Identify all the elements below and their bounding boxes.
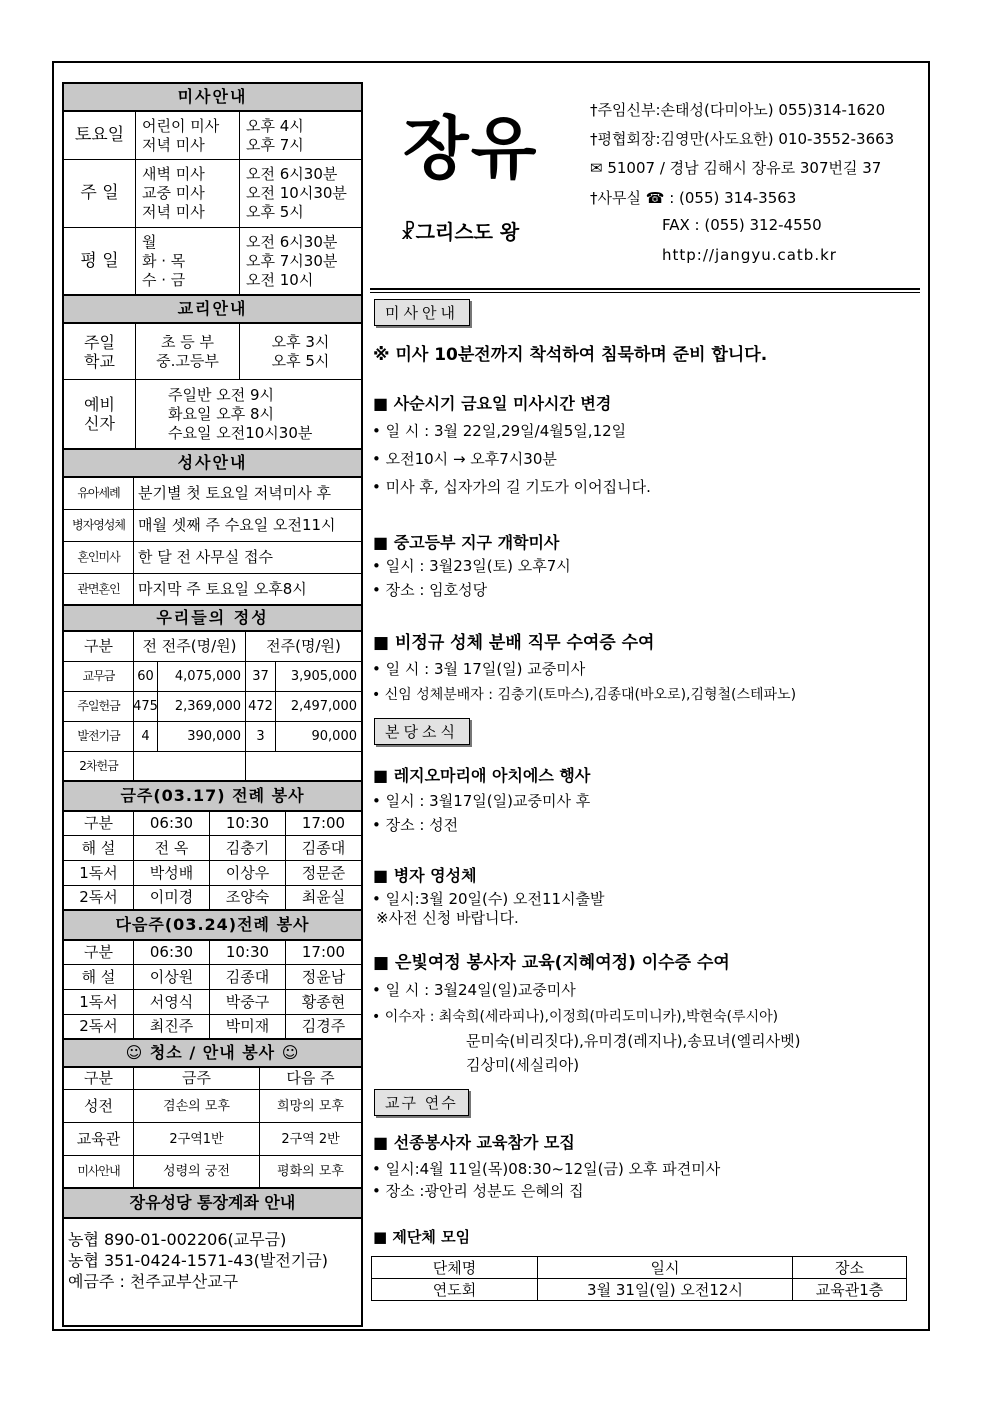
liturgy-role: 1독서 — [64, 990, 134, 1014]
groups-table — [371, 1256, 907, 1301]
liturgy-person: 전 옥 — [134, 836, 210, 860]
groups-col: 일시 — [538, 1257, 793, 1279]
contact-line: ✉ 51007 / 경남 김해시 장유로 307번길 37 — [590, 159, 882, 177]
silver-line: • 일 시 : 3월24일(일)교중미사 — [372, 981, 576, 999]
mass-item: 월 — [142, 232, 157, 251]
mass-notice-label: 미사안내 — [374, 299, 470, 326]
school-group: 초 등 부 — [160, 332, 214, 351]
row-label: 예비 — [84, 395, 115, 414]
offering-row — [64, 722, 361, 752]
cleaning-group: 희망의 모후 — [277, 1098, 344, 1114]
school-time: 오후 5시 — [271, 351, 330, 370]
minister-line: • 신임 성체분배자 : 김충기(토마스),김종대(바오로),김형철(스테파노) — [372, 687, 797, 703]
silver-title: ■ 은빛여정 봉사자 교육(지혜여정) 이수증 수여 — [373, 953, 730, 973]
liturgy-col-row — [64, 941, 361, 965]
youth-line: • 일시 : 3월23일(토) 오후7시 — [372, 557, 571, 575]
groups-col: 장소 — [793, 1257, 907, 1279]
account-line: 농협 890-01-002206(교무금) — [68, 1230, 287, 1249]
mission-line: • 장소 :광안리 성분도 은혜의 집 — [372, 1182, 584, 1200]
liturgy-person: 이미경 — [134, 886, 210, 909]
parish-subtitle: ☧그리스도 왕 — [400, 220, 520, 244]
mass-time: 오후 7시30분 — [246, 251, 338, 270]
cleaning-row — [64, 1123, 361, 1156]
minister-title: ■ 비정규 성체 분배 직무 수여증 수여 — [373, 633, 655, 653]
liturgy-col: 구분 — [64, 812, 134, 835]
school-group: 중.고등부 — [156, 351, 219, 370]
liturgy-row — [64, 1015, 361, 1040]
cleaning-group: 겸손의 모후 — [134, 1090, 260, 1122]
cleaning-header: ☺ 청소 / 안내 봉사 ☺ — [64, 1040, 361, 1068]
liturgy-col: 10:30 — [210, 812, 286, 835]
liturgy-row — [64, 990, 361, 1015]
mass-weekday-row — [64, 228, 361, 296]
offering-amount: 3,905,000 — [290, 669, 357, 684]
liturgy-person: 김경주 — [301, 1017, 346, 1035]
liturgy-person: 박미재 — [210, 1015, 286, 1038]
divider — [370, 292, 920, 293]
acies-title: ■ 레지오마리애 아치에스 행사 — [373, 766, 591, 785]
account-header: 장유성당 통장계좌 안내 — [64, 1189, 361, 1219]
offering-row — [64, 692, 361, 722]
account-line: 농협 351-0424-1571-43(발전기금) — [68, 1251, 328, 1270]
account-info — [64, 1219, 361, 1292]
minister-line: • 일 시 : 3월 17일(일) 교중미사 — [372, 660, 586, 678]
offering-count: 4 — [134, 722, 158, 751]
mass-item: 교중 미사 — [142, 184, 205, 202]
mass-item: 수 · 금 — [142, 270, 186, 289]
liturgy-person: 김충기 — [210, 836, 286, 860]
liturgy-person: 이상원 — [134, 965, 210, 989]
mass-item: 화 · 목 — [142, 251, 186, 270]
liturgy-person: 서영식 — [134, 990, 210, 1014]
lent-line: • 미사 후, 십자가의 길 기도가 이어집니다. — [372, 478, 651, 496]
offering-count: 472 — [246, 692, 276, 721]
left-column — [62, 82, 363, 1327]
lent-title: ■ 사순시기 금요일 미사시간 변경 — [373, 394, 612, 413]
school-time: 오후 3시 — [271, 332, 330, 351]
mass-time: 오전 6시30분 — [246, 232, 338, 251]
offering-header: 우리들의 정성 — [64, 606, 361, 632]
liturgy-col: 17:00 — [301, 814, 346, 832]
offering-label: 주일헌금 — [64, 692, 134, 721]
sick-line: ※사전 신청 바랍니다. — [376, 909, 519, 927]
contact-line: FAX : (055) 312-4550 — [662, 216, 822, 234]
cleaning-area: 미사안내 — [64, 1156, 134, 1187]
row-label: 신자 — [84, 414, 115, 433]
mass-time: 오후 7시 — [246, 135, 304, 154]
mission-line: • 일시:4월 11일(목)08:30~12일(금) 오후 파견미사 — [372, 1160, 721, 1178]
sacrament-text: 마지막 주 토요일 오후8시 — [138, 579, 307, 598]
silver-line: 김상미(세실리아) — [466, 1056, 580, 1074]
offering-amount: 390,000 — [158, 722, 246, 751]
mass-item: 저녁 미사 — [142, 203, 205, 221]
mass-item: 저녁 미사 — [142, 135, 205, 154]
liturgy-col-row — [64, 812, 361, 836]
offering-row — [64, 662, 361, 692]
offering-col: 구분 — [64, 632, 134, 661]
diocese-label: 교구 연수 — [374, 1089, 469, 1116]
offering-amount: 2,369,000 — [158, 692, 246, 721]
offering-amount: 2,497,000 — [290, 699, 357, 714]
liturgy-person: 김종대 — [210, 965, 286, 989]
sacrament-row — [64, 574, 361, 606]
liturgy-col: 06:30 — [134, 812, 210, 835]
lent-line: • 오전10시 → 오후7시30분 — [372, 450, 557, 468]
acies-line: • 일시 : 3월17일(일)교중미사 후 — [372, 792, 591, 810]
mass-time: 오전 6시30분 — [246, 165, 338, 183]
liturgy-col: 구분 — [64, 941, 134, 964]
mass-row-label: 평 일 — [64, 228, 136, 294]
sacrament-label: 관면혼인 — [64, 574, 134, 604]
cleaning-group: 성령의 궁전 — [134, 1156, 260, 1187]
sacrament-text: 한 달 전 사무실 접수 — [138, 548, 273, 566]
row-label: 학교 — [84, 351, 115, 371]
mass-time: 오전 10시 — [246, 270, 314, 289]
offering-count: 37 — [246, 662, 276, 691]
liturgy-role: 해 설 — [64, 836, 134, 860]
offering-count: 475 — [134, 692, 158, 721]
divider — [370, 288, 920, 290]
account-line: 예금주 : 천주교부산교구 — [68, 1272, 239, 1291]
silver-line: • 이수자 : 최숙희(세라피나),이정희(마리도미니카),박현숙(루시아) — [372, 1009, 779, 1025]
sunday-school-row — [64, 324, 361, 380]
offering-label: 발전기금 — [64, 722, 134, 751]
contact-line: †평협회장:김영만(사도요한) 010-3552-3663 — [590, 130, 895, 148]
liturgy-person: 최윤실 — [301, 888, 346, 906]
sacraments-header: 성사안내 — [64, 450, 361, 478]
lent-line: • 일 시 : 3월 22일,29일/4월5일,12일 — [372, 422, 627, 440]
liturgy-row — [64, 836, 361, 861]
cleaning-group: 2구역1반 — [134, 1123, 260, 1155]
mass-time: 오후 4시 — [246, 116, 304, 135]
offering-count: 3 — [246, 722, 276, 751]
mass-saturday-row — [64, 112, 361, 160]
liturgy-col: 06:30 — [134, 941, 210, 964]
liturgy-role: 해 설 — [64, 965, 134, 989]
mass-row-label: 주 일 — [64, 160, 136, 227]
liturgy-role: 1독서 — [64, 861, 134, 885]
contact-line: †사무실 ☎ : (055) 314-3563 — [590, 189, 797, 207]
catechumen-line: 화요일 오후 8시 — [168, 404, 275, 423]
row-label: 주일 — [84, 332, 115, 352]
mission-title: ■ 선종봉사자 교육참가 모집 — [373, 1133, 575, 1152]
sacrament-row — [64, 510, 361, 542]
website-link[interactable]: http://jangyu.catb.kr — [662, 246, 837, 264]
offering-amount: 4,075,000 — [158, 662, 246, 691]
offering-col: 전주(명/원) — [266, 637, 341, 655]
offering-label: 교무금 — [64, 662, 134, 691]
sacrament-text: 매월 셋째 주 수요일 오전11시 — [138, 516, 336, 534]
liturgy-next-header: 다음주(03.24)전례 봉사 — [64, 911, 361, 941]
silver-line: 문미숙(비리짓다),유미경(레지나),송묘녀(엘리사벳) — [466, 1032, 801, 1050]
contact-line: †주임신부:손태성(다미아노) 055)314-1620 — [590, 101, 886, 119]
sacrament-text: 분기별 첫 토요일 저녁미사 후 — [138, 484, 331, 502]
catechumen-line: 수요일 오전10시30분 — [168, 423, 313, 442]
mass-item: 새벽 미사 — [142, 165, 205, 183]
doctrine-header: 교리안내 — [64, 296, 361, 324]
cleaning-group: 평화의 모후 — [277, 1164, 344, 1179]
offering-empty — [134, 752, 246, 780]
liturgy-row — [64, 861, 361, 886]
group-name: 연도회 — [372, 1279, 538, 1301]
groups-header-row — [372, 1257, 907, 1279]
groups-col: 단체명 — [372, 1257, 538, 1279]
mass-notice: ※ 미사 10분전까지 착석하여 침묵하며 준비 합니다. — [373, 345, 768, 365]
groups-title: ■ 제단체 모임 — [373, 1228, 471, 1246]
cleaning-row — [64, 1090, 361, 1123]
cleaning-col: 구분 — [64, 1068, 134, 1089]
offering-label: 2차헌금 — [64, 752, 134, 780]
mass-sunday-row — [64, 160, 361, 228]
liturgy-role: 2독서 — [64, 1015, 134, 1038]
liturgy-person: 정윤남 — [301, 967, 346, 986]
cleaning-area: 성전 — [64, 1090, 134, 1122]
liturgy-person: 황종현 — [301, 992, 346, 1011]
mass-time: 오후 5시 — [246, 203, 304, 221]
parish-title: 장유 — [403, 109, 539, 189]
sacrament-label: 혼인미사 — [64, 542, 134, 573]
offering-row — [64, 752, 361, 782]
youth-line: • 장소 : 임호성당 — [372, 581, 488, 599]
offering-col: 전 전주(명/원) — [134, 632, 246, 661]
offering-empty — [246, 752, 361, 780]
liturgy-this-header: 금주(03.17) 전례 봉사 — [64, 782, 361, 812]
sick-line: • 일시:3월 20일(수) 오전11시출발 — [372, 890, 605, 908]
liturgy-col: 17:00 — [301, 943, 346, 961]
mass-schedule-header: 미사안내 — [64, 84, 361, 112]
acies-line: • 장소 : 성전 — [372, 816, 459, 834]
cleaning-col-row — [64, 1068, 361, 1090]
cleaning-area: 교육관 — [64, 1123, 134, 1155]
liturgy-person: 김종대 — [301, 838, 346, 857]
parish-news-label: 본당소식 — [374, 718, 470, 745]
cleaning-col: 금주 — [134, 1068, 260, 1089]
groups-row — [372, 1279, 907, 1301]
liturgy-person: 박성배 — [134, 861, 210, 885]
sick-title: ■ 병자 영성체 — [373, 866, 477, 885]
sacrament-label: 병자영성체 — [64, 510, 134, 541]
sacrament-row — [64, 542, 361, 574]
group-time: 3월 31일(일) 오전12시 — [538, 1279, 793, 1301]
offering-count: 60 — [134, 662, 158, 691]
mass-time: 오전 10시30분 — [246, 184, 347, 202]
sacrament-row — [64, 478, 361, 510]
catechumen-line: 주일반 오전 9시 — [168, 385, 275, 404]
mass-item: 어린이 미사 — [142, 116, 220, 135]
liturgy-row — [64, 886, 361, 911]
liturgy-person: 최진주 — [134, 1015, 210, 1038]
offering-amount: 90,000 — [311, 729, 357, 744]
group-place: 교육관1층 — [793, 1279, 907, 1301]
cleaning-group: 2구역 2반 — [281, 1131, 340, 1147]
liturgy-role: 2독서 — [64, 886, 134, 909]
liturgy-col: 10:30 — [210, 941, 286, 964]
youth-title: ■ 중고등부 지구 개학미사 — [373, 533, 560, 552]
liturgy-row — [64, 965, 361, 990]
mass-row-label: 토요일 — [64, 112, 136, 159]
sacrament-label: 유아세례 — [64, 478, 134, 509]
cleaning-col: 다음 주 — [286, 1069, 335, 1087]
liturgy-person: 이상우 — [210, 861, 286, 885]
cleaning-row — [64, 1156, 361, 1189]
liturgy-person: 정문준 — [301, 863, 346, 882]
catechumen-row — [64, 380, 361, 450]
liturgy-person: 조양숙 — [210, 886, 286, 909]
liturgy-person: 박중구 — [210, 990, 286, 1014]
offering-col-row — [64, 632, 361, 662]
